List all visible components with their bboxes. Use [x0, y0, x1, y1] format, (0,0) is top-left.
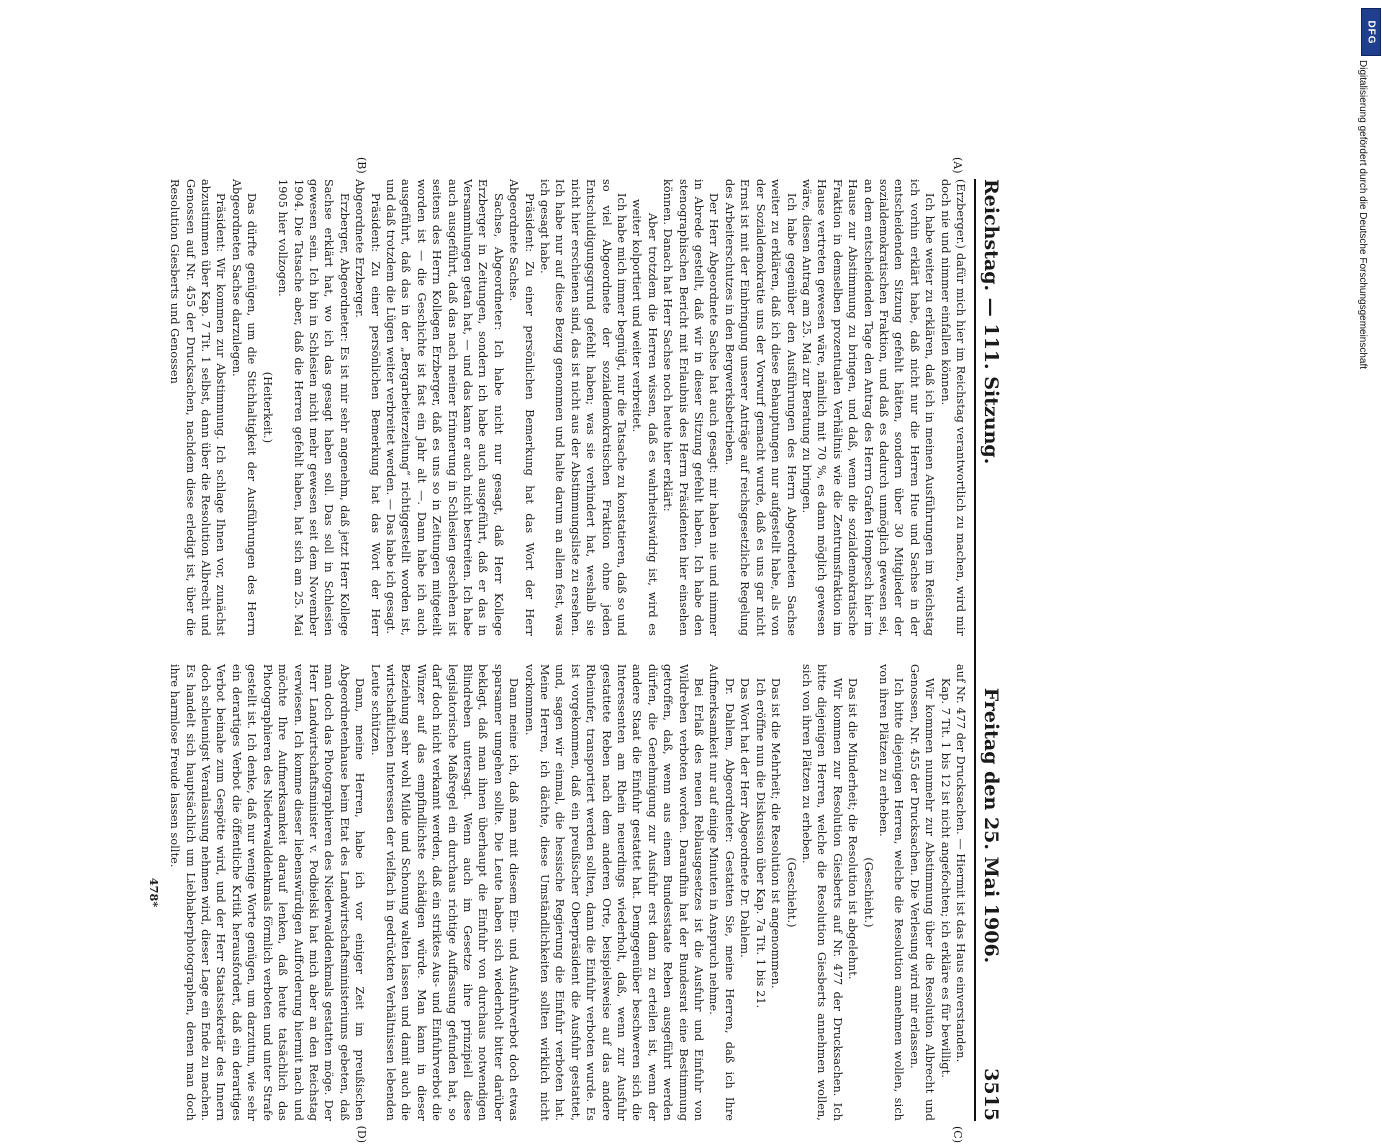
paragraph: Ich eröffne nun die Diskussion über Kap. 7a Tit. 1 bis 21.	[753, 678, 767, 1009]
footer-mark: 478*	[146, 877, 161, 908]
text-columns	[145, 157, 968, 1143]
paragraph: Das dürfte genügen, um die Stichhaltigkeit der Ausführungen des Herrn Abgeordneten Sachse darzulegen.	[229, 179, 259, 636]
paragraph: Wir kommen nunmehr zur Abstimmung über die Resolution Albrecht und Genossen, Nr. 455 der Drucksachen. Die Verlesung wird mir erlassen.	[907, 664, 937, 1121]
header-page-number: 3515	[980, 1068, 1002, 1121]
paragraph: Sachse, Abgeordneter: Ich habe nicht nur gesagt, daß Herr Kollege Erzberger in Zeitungen, sondern ich habe auch ausgeführt, daß er das in Versammlungen getan hat, — und das kann er auch nicht bestreiten. Ich habe auch ausgeführt, daß das nach meiner Erinnerung in Schlesien geschehen ist seitens des Herrn Kollegen Erzberger, daß es uns so in Zeitungen mitgeteilt worden ist — die Geschichte ist fast ein Jahr alt —. Dann habe ich auch ausgeführt, daß das in der „Bergarbeiterzeitung“ richtiggestellt worden ist, und daß trotzdem die Lügen weiter verbreitet werden. — Das habe ich gesagt.	[383, 179, 505, 636]
page-header	[974, 179, 1002, 1121]
paragraph: auf Nr. 477 der Drucksachen. — Hiermit ist das Haus einverstanden.	[954, 664, 967, 1063]
paragraph: Präsident: Zu einer persönlichen Bemerkung hat das Wort der Herr Abgeordnete Sachse.	[507, 179, 536, 636]
stage-direction: (Geschieht.)	[861, 857, 875, 928]
paragraph: Dann, meine Herren, habe ich vor einiger Zeit im preußischen Abgeordnetenhause beim Etat des Landwirtschaftsministeriums gebeten, daß man doch das Photographieren des Niederwalddenkmals gestatten möge. Der Herr Landwirtschaftsminister v. Podbielski hat mich aber an den Reichstag verwiesen. Ich komme dieser liebenswürdigen Aufforderung hiermit nach und möchte Ihre Aufmerksamkeit darauf lenken, daß heute tatsächlich das Photographieren des Niederwalddenkmals förmlich verboten und unter Strafe gestellt ist. Ich denke, daß nur wenige Worte genügen, um darzutun, wie sehr ein derartiges Verbot die öffentliche Kritik herausfordert, daß ein derartiges Verbot beinahe zum Gespötte wird, und der Herr Staatssekretär des Innern doch schleunigst Veranlassung nehmen wird, dieser Lage ein Ende zu machen. Es handelt sich hauptsächlich um Liebhaberphotographen, denen man doch ihre harmlose Freude lassen sollte.	[168, 664, 367, 1121]
paragraph: Ich habe gegenüber den Ausführungen des Herrn Abgeordneten Sachse weiter zu erklären, daß ich diese Behauptungen nur aufgestellt habe, als von der Sozialdemokratie uns der Vorwurf gemacht wurde, daß es uns gar nicht Ernst ist mit der Einbringung unserer Anträge auf reichsgesetzliche Regelung des Arbeiterschutzes in den Bergwerksbetrieben.	[722, 179, 798, 636]
paragraph: (Erzberger.) dafür mich hier im Reichstag verantwortlich zu machen, wird mir doch nie und nimmer einfallen können.	[938, 179, 967, 636]
margin-marker-d: (D)	[355, 1125, 368, 1143]
paragraph: Dr. Dahlem, Abgeordneter: Gestatten Sie, meine Herren, daß ich Ihre Aufmerksamkeit nur auf einige Minuten in Anspruch nehme.	[707, 664, 736, 1121]
paragraph: Wir kommen zur Resolution Giesberts auf Nr. 477 der Drucksachen. Ich bitte diejenigen Herren, welche die Resolution Giesberts annehmen wollen, sich von ihren Plätzen zu erheben.	[799, 664, 844, 1121]
margin-marker-a: (A)	[951, 157, 964, 174]
header-date: Freitag den 25. Mai 1906.	[980, 687, 1002, 964]
paragraph: Ich bitte diejenigen Herren, welche die Resolution annehmen wollen, sich von ihren Plätzen zu erheben.	[876, 664, 906, 1121]
paragraph: Ich habe weiter zu erklären, daß ich in meinen Ausführungen im Reichstag ich vorhin erklärt habe, daß nicht nur die Herren Hue und Sachse in der entscheidenden Sitzung gefehlt hätten, sondern über 30 Mitglieder der sozialdemokratischen Fraktion, und daß es dadurch unmöglich gewesen sei, an dem entscheidenden Tage den Antrag des Herrn Grafen Hompesch hier im Hause zur Abstimmung zu bringen, und daß, wenn die sozialdemokratische Fraktion in demselben prozentualen Verhältnis wie die Zentrumsfraktion im Hause vertreten gewesen wäre, nämlich mit 70 %, es dann möglich gewesen wäre, diesen Antrag am 25. Mai zur Beratung zu bringen.	[799, 179, 937, 636]
paragraph: Der Herr Abgeordnete Sachse hat auch gesagt: mir haben nie und nimmer in Abrede gestellt, daß wir in dieser Sitzung gefehlt haben. Ich habe den stenographischen Bericht mit Erlaubnis des Herrn Präsidenten hier einsehen können. Danach hat Herr Sachse noch heute hier erklärt:	[661, 179, 721, 636]
right-column	[145, 664, 968, 1121]
paragraph: Das ist die Mehrheit; die Resolution ist angenommen.	[769, 678, 783, 989]
header-session: Reichstag. — 111. Sitzung.	[980, 179, 1002, 465]
paragraph: Das ist die Minderheit; die Resolution ist abgelehnt.	[846, 678, 860, 980]
margin-marker-c: (C)	[951, 1126, 964, 1143]
rotated-page	[0, 155, 1020, 1145]
paragraph: Bei Erlaß des neuen Reblausgesetzes ist die Ausfuhr und Einfuhr von Wildreben verboten worden. Daraufhin hat der Bundesrat eine Bestimmung getroffen, daß, wenn aus einem Bundesstaate Reben ausgeführt werden dürfen, die Genehmigung zur Ausfuhr erst dann zu erteilen ist, wenn der andere Staat die Einfuhr gestattet hat. Demgegenüber beschweren sich die Interessenten am Rhein neuerdings wiederholt, daß, wenn zur Ausfuhr gestattete Reben nach dem anderen Orte, beispielsweise auf das andere Rheinufer, transportiert werden sollten, dann die Einfuhr verboten wurde. Es ist vorgekommen, daß ein preußischer Oberpräsident die Ausfuhr gestattet, und, sagen wir einmal, die hessische Regierung die Einfuhr verboten hat. Meine Herren, ich dächte, diese Umständlichkeiten sollten wirklich nicht vorkommen.	[522, 664, 706, 1121]
left-column	[145, 179, 968, 636]
margin-marker-b: (B)	[355, 157, 368, 174]
paragraph: Kap. 7 Tit. 1 bis 12 ist nicht angefochten; ich erkläre es für bewilligt.	[938, 678, 952, 1078]
paragraph: Präsident: Zu einer persönlichen Bemerkung hat das Wort der Herr Abgeordnete Erzberger.	[353, 179, 382, 636]
stage-direction: (Geschieht.)	[784, 857, 798, 928]
paragraph: Ich habe mich immer begnügt, nur die Tatsache zu konstatieren, daß so und so viel Abgeordnete der sozialdemokratischen Fraktion ohne jeden Entschuldigungsgrund gefehlt haben; was sie verhindert hat, weshalb sie nicht hier erschienen sind, das ist nicht aus der Abstimmungsliste zu ersehen. Ich habe nur auf diese Bezug genommen und halte darum an allem fest, was ich gesagt habe.	[538, 179, 629, 636]
paragraph: Präsident: Wir kommen zur Abstimmung. Ich schlage Ihnen vor, zunächst abzustimmen über Kap. 7 Tit. 1 selbst, dann über die Resolution Albrecht und Genossen auf Nr. 455 der Drucksachen, nachdem diese erledigt ist, über die Resolution Giesberts und Genossen	[168, 179, 228, 636]
dfg-logo	[1361, 8, 1381, 56]
digitization-note-text: Digitalisierung gefördert durch die Deutsche Forschungsgemeinschaft	[1357, 60, 1368, 370]
digitization-note	[1355, 60, 1377, 1040]
dfg-logo-text: DFG	[1365, 19, 1377, 45]
paragraph: Erzberger, Abgeordneter: Es ist mir sehr angenehm, daß jetzt Herr Kollege Sachse erklärt hat, wo ich das gesagt haben soll. Das soll in Schlesien gewesen sein. Ich bin in Schlesien nicht mehr gewesen seit dem November 1904. Die Tatsache aber, daß die Herren gefehlt haben, hat sich am 25. Mai 1905 hier vollzogen.	[276, 179, 351, 636]
paragraph: Das Wort hat der Herr Abgeordnete Dr. Dahlem.	[738, 678, 752, 958]
quote-paragraph: Aber trotzdem die Herren wissen, daß es wahrheitswidrig ist, wird es weiter kolportiert und weiter verbreitet.	[630, 199, 659, 636]
stage-direction: (Heiterkeit.)	[260, 371, 274, 444]
paragraph: Dann meine ich, daß man mit diesem Ein- und Ausfuhrverbot doch etwas sparsamer umgehen sollte. Die Leute haben sich wiederholt bitter darüber beklagt, daß man ihnen überhaupt die Einfuhr von durchaus notwendigen Blindreben untersagt. Wenn auch im Gesetze ihre prinzipiell diese legislatorische Maßregel ein durchaus richtige Auffassung gefunden hat, so darf doch nicht verkannt werden, daß ein striktes Aus- und Einfuhrverbot die Winzer auf das empfindlichste schädigen würde. Man kann in dieser Beziehung sehr wohl Milde und Schonung walten lassen und damit auch die wirtschaftlichen Interessen der vielfach in gedrückten Verhältnissen lebenden Leute schützen.	[368, 664, 521, 1121]
